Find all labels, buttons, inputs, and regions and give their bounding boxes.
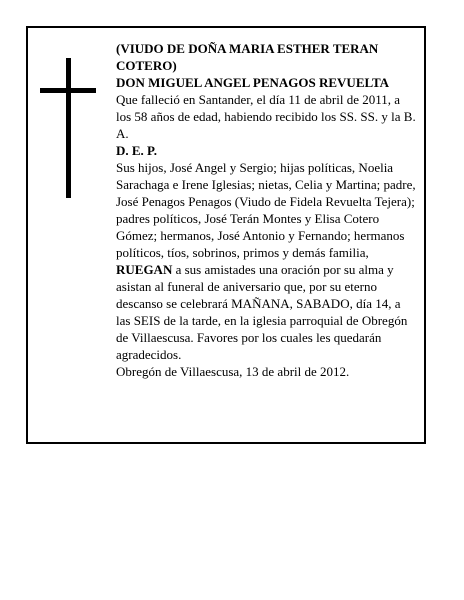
death-details: Que falleció en Santander, el día 11 de abril de 2011, a los 58 años de edad, habiendo recibido los SS. SS. y la B. A. [116, 92, 416, 141]
dep-heading: D. E. P. [116, 143, 158, 158]
ruegan-paragraph [116, 261, 418, 363]
ruegan-word: RUEGAN [116, 262, 173, 277]
place-date: Obregón de Villaescusa, 13 de abril de 2012. [116, 364, 350, 379]
obituary-notice [26, 26, 426, 444]
family-list: Sus hijos, José Angel y Sergio; hijas políticas, Noelia Sarachaga e Irene Iglesias; nietas, Celia y Martina; padre, José Penagos Penagos (Viudo de Fidela Revuelta Tejera); padres políticos, José Terán Montes y Elisa Cotero Gómez; hermanos, José Antonio y Fernando; hermanos políticos, tíos, sobrinos, primos y demás familia, [116, 160, 416, 260]
cross-icon [40, 58, 96, 198]
notice-body [116, 40, 418, 380]
cross-vertical-bar [66, 58, 71, 198]
widower-heading: (VIUDO DE DOÑA MARIA ESTHER TERAN COTERO) [116, 41, 379, 73]
ruegan-text: a sus amistades una oración por su alma y asistan al funeral de aniversario que, por su eterno descanso se celebrará MAÑANA, SABADO, día 14, a las SEIS de la tarde, en la iglesia parroquial de Obregón de Villaescusa. Favores por los cuales les quedarán agradecidos. [116, 262, 408, 362]
cross-horizontal-bar [40, 88, 96, 93]
deceased-name: DON MIGUEL ANGEL PENAGOS REVUELTA [116, 75, 390, 90]
